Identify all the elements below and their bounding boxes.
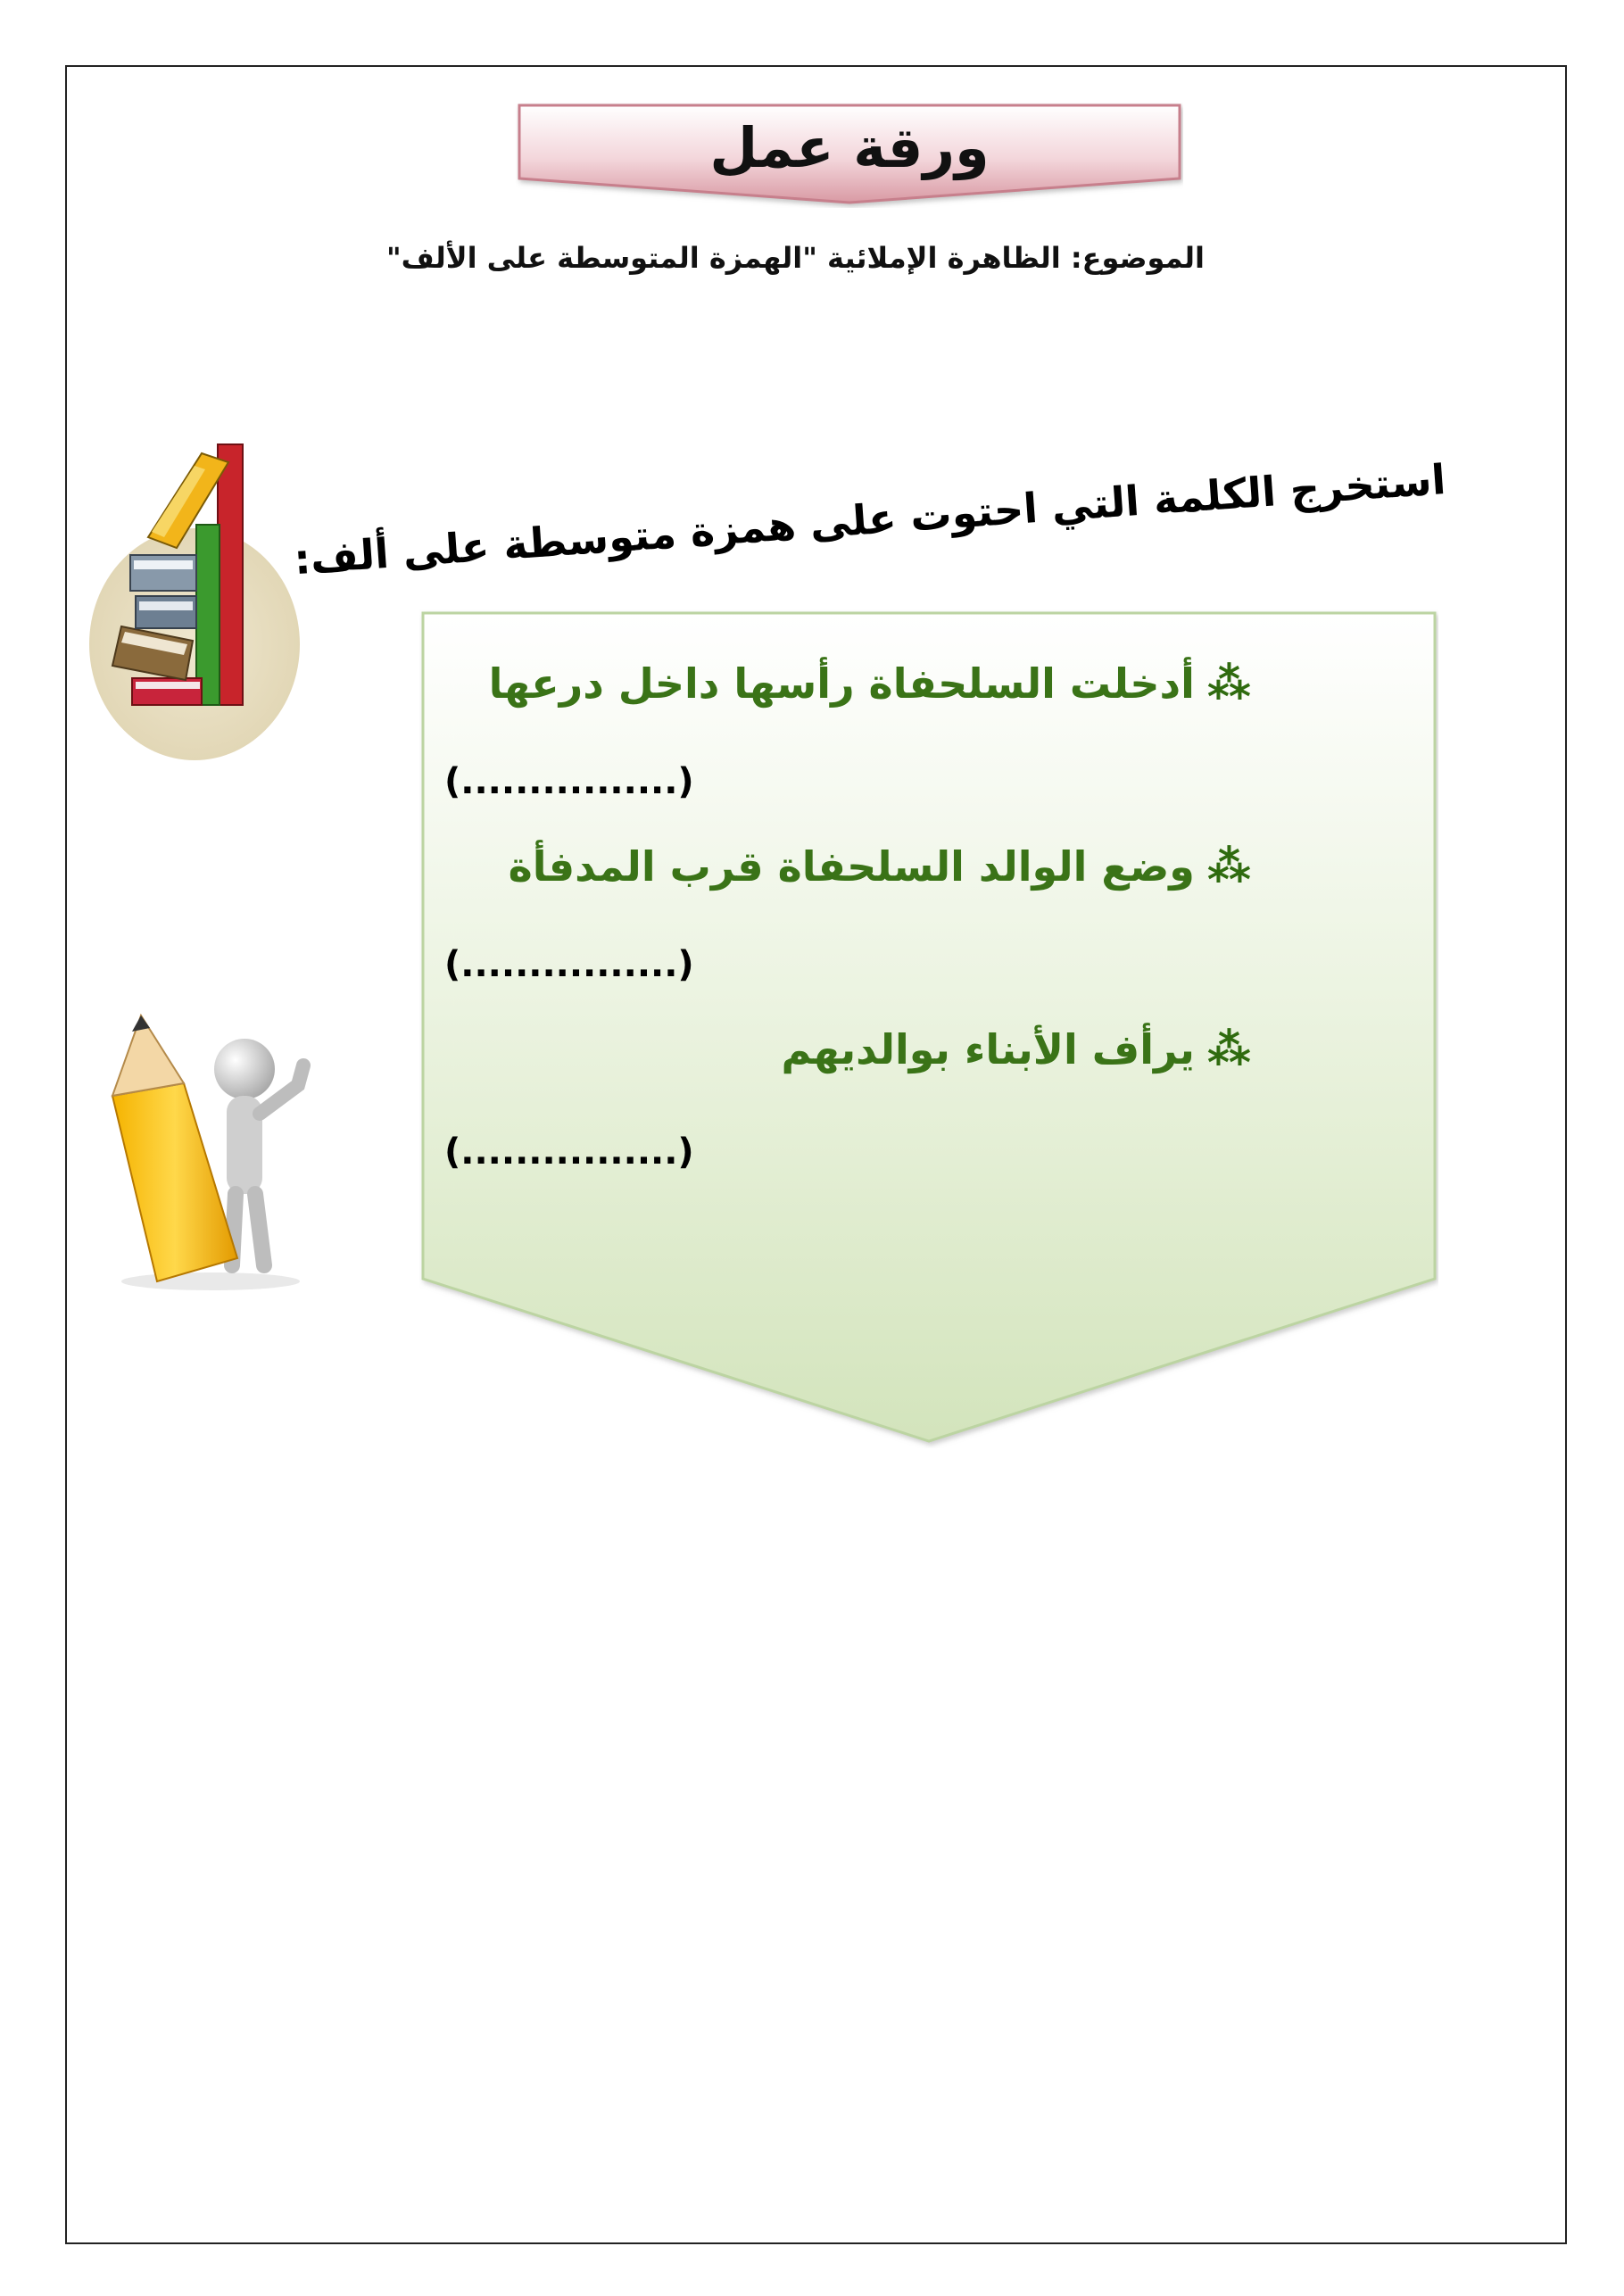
subject-line: الموضوع: الظاهرة الإملائية "الهمزة المتوسطة على الألف" xyxy=(385,241,1205,275)
star-bullet-icon: ⁂ xyxy=(1206,659,1251,709)
instruction-text: استخرج الكلمة التي احتوت على همزة متوسطة على ألف: xyxy=(292,455,1447,584)
item-2-sentence: ⁂وضع الوالد السلحفاة قرب المدفأة xyxy=(508,841,1251,891)
item-1-sentence: ⁂أدخلت السلحفاة رأسها داخل درعها xyxy=(488,659,1251,709)
item-2-answer[interactable]: (................) xyxy=(444,944,694,985)
exercise-panel xyxy=(419,609,1438,1448)
books-stack-icon xyxy=(86,439,307,769)
title-banner xyxy=(516,103,1183,208)
item-1-answer[interactable]: (................) xyxy=(444,761,694,802)
pencil-figure-icon xyxy=(86,998,336,1292)
item-3-answer[interactable]: (................) xyxy=(444,1131,694,1173)
item-3-sentence: ⁂يرأف الأبناء بوالديهم xyxy=(781,1024,1251,1074)
star-bullet-icon: ⁂ xyxy=(1206,1024,1251,1074)
star-bullet-icon: ⁂ xyxy=(1206,841,1251,891)
page-title: ورقة عمل xyxy=(709,115,990,180)
